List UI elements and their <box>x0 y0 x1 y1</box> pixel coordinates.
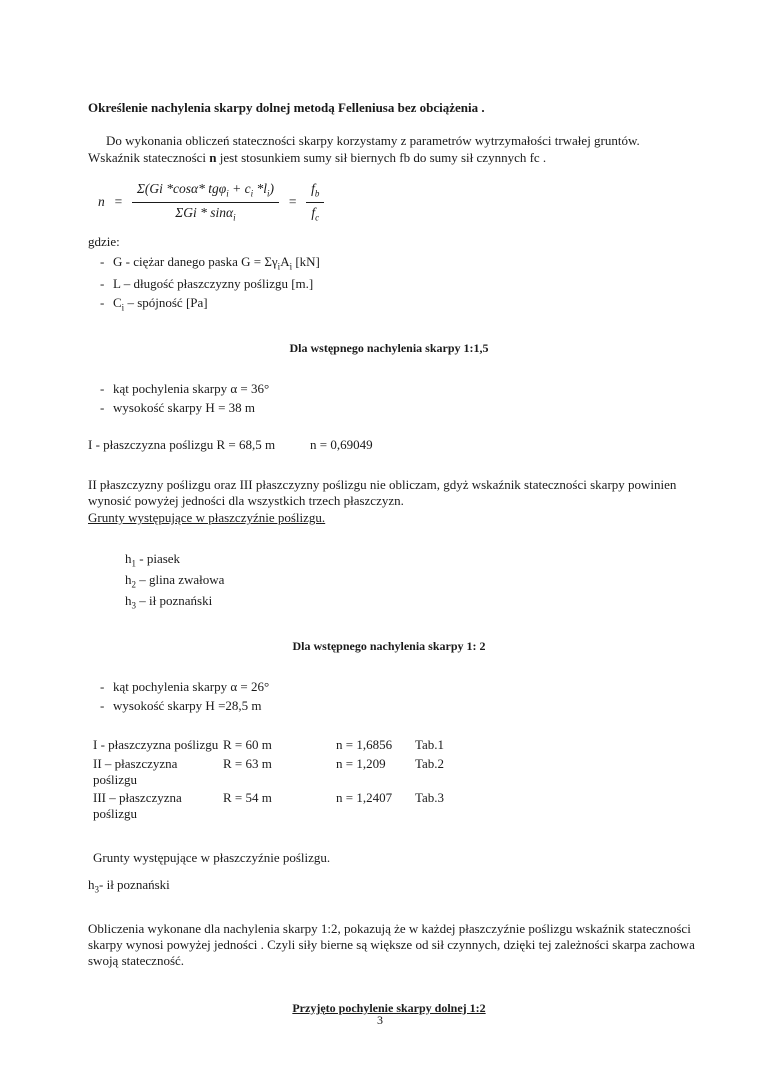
slip-planes-table <box>88 737 690 822</box>
formula-equals-2: = <box>288 194 298 210</box>
plane-tab-ref: Tab.2 <box>415 755 445 771</box>
grunty-underlined-heading: Grunty występujące w płaszczyźnie poślizgu. <box>88 510 326 526</box>
formula-fc: $f_c$ <box>311 205 320 223</box>
bullet-text: kąt pochylenia skarpy α = 36° <box>113 380 270 396</box>
plane-radius: R = 63 m <box>223 755 272 771</box>
dash-marker: - <box>100 678 105 694</box>
final-decision-heading: Przyjęto pochylenie skarpy dolnej 1:2 <box>292 1000 486 1015</box>
slip-plane-result <box>88 437 690 453</box>
section1-heading: Dla wstępnego nachylenia skarpy 1:1,5 <box>289 340 489 355</box>
intro-text-post: jest stosunkiem sumy sił biernych fb do sumy sił czynnych fc . <box>216 149 547 165</box>
formula-numerator: Σ(Gi *cosα* $tg\varphi_i + c_i$ $*l_i$) <box>132 181 279 203</box>
formula-fb-fc-fraction <box>306 181 324 224</box>
slip-plane-row <box>93 790 690 823</box>
plane-n-value: n = 1,2407 <box>336 790 393 806</box>
fellenius-formula <box>98 180 690 226</box>
soil3-line: $h_3-$ ił poznański <box>88 876 170 895</box>
gdzie-label: gdzie: <box>88 233 120 249</box>
plane-n-value: n = 1,6856 <box>336 737 393 753</box>
plane-tab-ref: Tab.3 <box>415 790 445 806</box>
definition-item <box>88 295 690 314</box>
plane-label: I - płaszczyzna poślizgu <box>93 737 219 753</box>
plane-tab-ref: Tab.1 <box>415 737 445 753</box>
section2-bullets <box>88 679 690 715</box>
section1-paragraph: II płaszczyzny poślizgu oraz III płaszczyzny poślizgu nie obliczam, gdyż wskaźnik stateczności skarpy powinien wynosić powyżej jedności dla wszystkich trzech płaszczyzn. <box>88 476 677 508</box>
slip-plane-n-value: n = 0,69049 <box>310 437 373 453</box>
plane-n-value: n = 1,209 <box>336 755 386 771</box>
dash-marker: - <box>100 295 105 311</box>
soil-layer-item: $h_3$ – ił poznański <box>125 593 213 611</box>
bullet-text: wysokość skarpy H =28,5 m <box>113 698 262 714</box>
section1-bullets <box>88 381 690 417</box>
formula-lhs: n <box>98 194 105 210</box>
plane-label: III – płaszczyzna poślizgu <box>93 790 182 822</box>
page-number: 3 <box>377 1013 383 1027</box>
grunty-plain-line: Grunty występujące w płaszczyźnie poślizgu. <box>93 849 331 865</box>
definitions-list <box>88 254 690 314</box>
soil-layer-item: $h_2$ – glina zwałowa <box>125 572 225 590</box>
intro-text-pre: Do wykonania obliczeń stateczności skarpy korzystamy z parametrów wytrzymałości trwałej gruntów. Wskaźnik stateczności <box>88 133 640 165</box>
formula-equals-1: = <box>113 194 123 210</box>
formula-fb: $f_b$ <box>306 181 324 203</box>
plane-radius: R = 54 m <box>223 790 272 806</box>
conclusion-paragraph: Obliczenia wykonane dla nachylenia skarpy 1:2, pokazują że w każdej płaszczyźnie poślizgu wskaźnik stateczności skarpy wynosi powyżej jedności . Czyli siły bierne są większe od sił czynnych, dzięki tej zależności skarpa zachowa swoją stateczność. <box>88 920 695 969</box>
slip-plane-row <box>93 737 690 753</box>
section2-heading: Dla wstępnego nachylenia skarpy 1: 2 <box>292 638 486 653</box>
soil-layer-item: $h_1$ - piasek <box>125 551 181 570</box>
slip-plane-label: I - płaszczyzna poślizgu R = 68,5 m <box>88 437 276 453</box>
definition-text: L – długość płaszczyzny poślizgu [m.] <box>113 275 314 291</box>
plane-radius: R = 60 m <box>223 737 272 753</box>
plane-label: II – płaszczyzna poślizgu <box>93 755 178 787</box>
bullet-item <box>88 679 690 695</box>
bullet-item <box>88 400 690 416</box>
definition-text: $C_i$ – spójność [Pa] <box>113 295 208 313</box>
bullet-item <box>88 698 690 714</box>
bullet-text: kąt pochylenia skarpy α = 26° <box>113 678 270 694</box>
dash-marker: - <box>100 698 105 714</box>
intro-paragraph <box>88 133 680 166</box>
dash-marker: - <box>100 254 105 269</box>
definition-item <box>88 276 690 292</box>
bullet-item <box>88 381 690 397</box>
dash-marker: - <box>100 275 105 291</box>
slip-plane-row <box>93 756 690 789</box>
dash-marker: - <box>100 400 105 416</box>
formula-denominator: ΣGi * sinα$_i$ <box>175 205 236 223</box>
bullet-text: wysokość skarpy H = 38 m <box>113 400 256 416</box>
dash-marker: - <box>100 380 105 396</box>
document-title: Określenie nachylenia skarpy dolnej metodą Felleniusa bez obciążenia . <box>88 100 485 115</box>
soil-layers-list <box>125 551 690 612</box>
definition-text: G - ciężar danego paska $G = \Sigma\gamma_iA_i$ [kN] <box>113 254 320 272</box>
intro-n-symbol: n <box>209 149 217 165</box>
formula-main-fraction <box>132 181 279 224</box>
definition-item <box>88 254 690 273</box>
